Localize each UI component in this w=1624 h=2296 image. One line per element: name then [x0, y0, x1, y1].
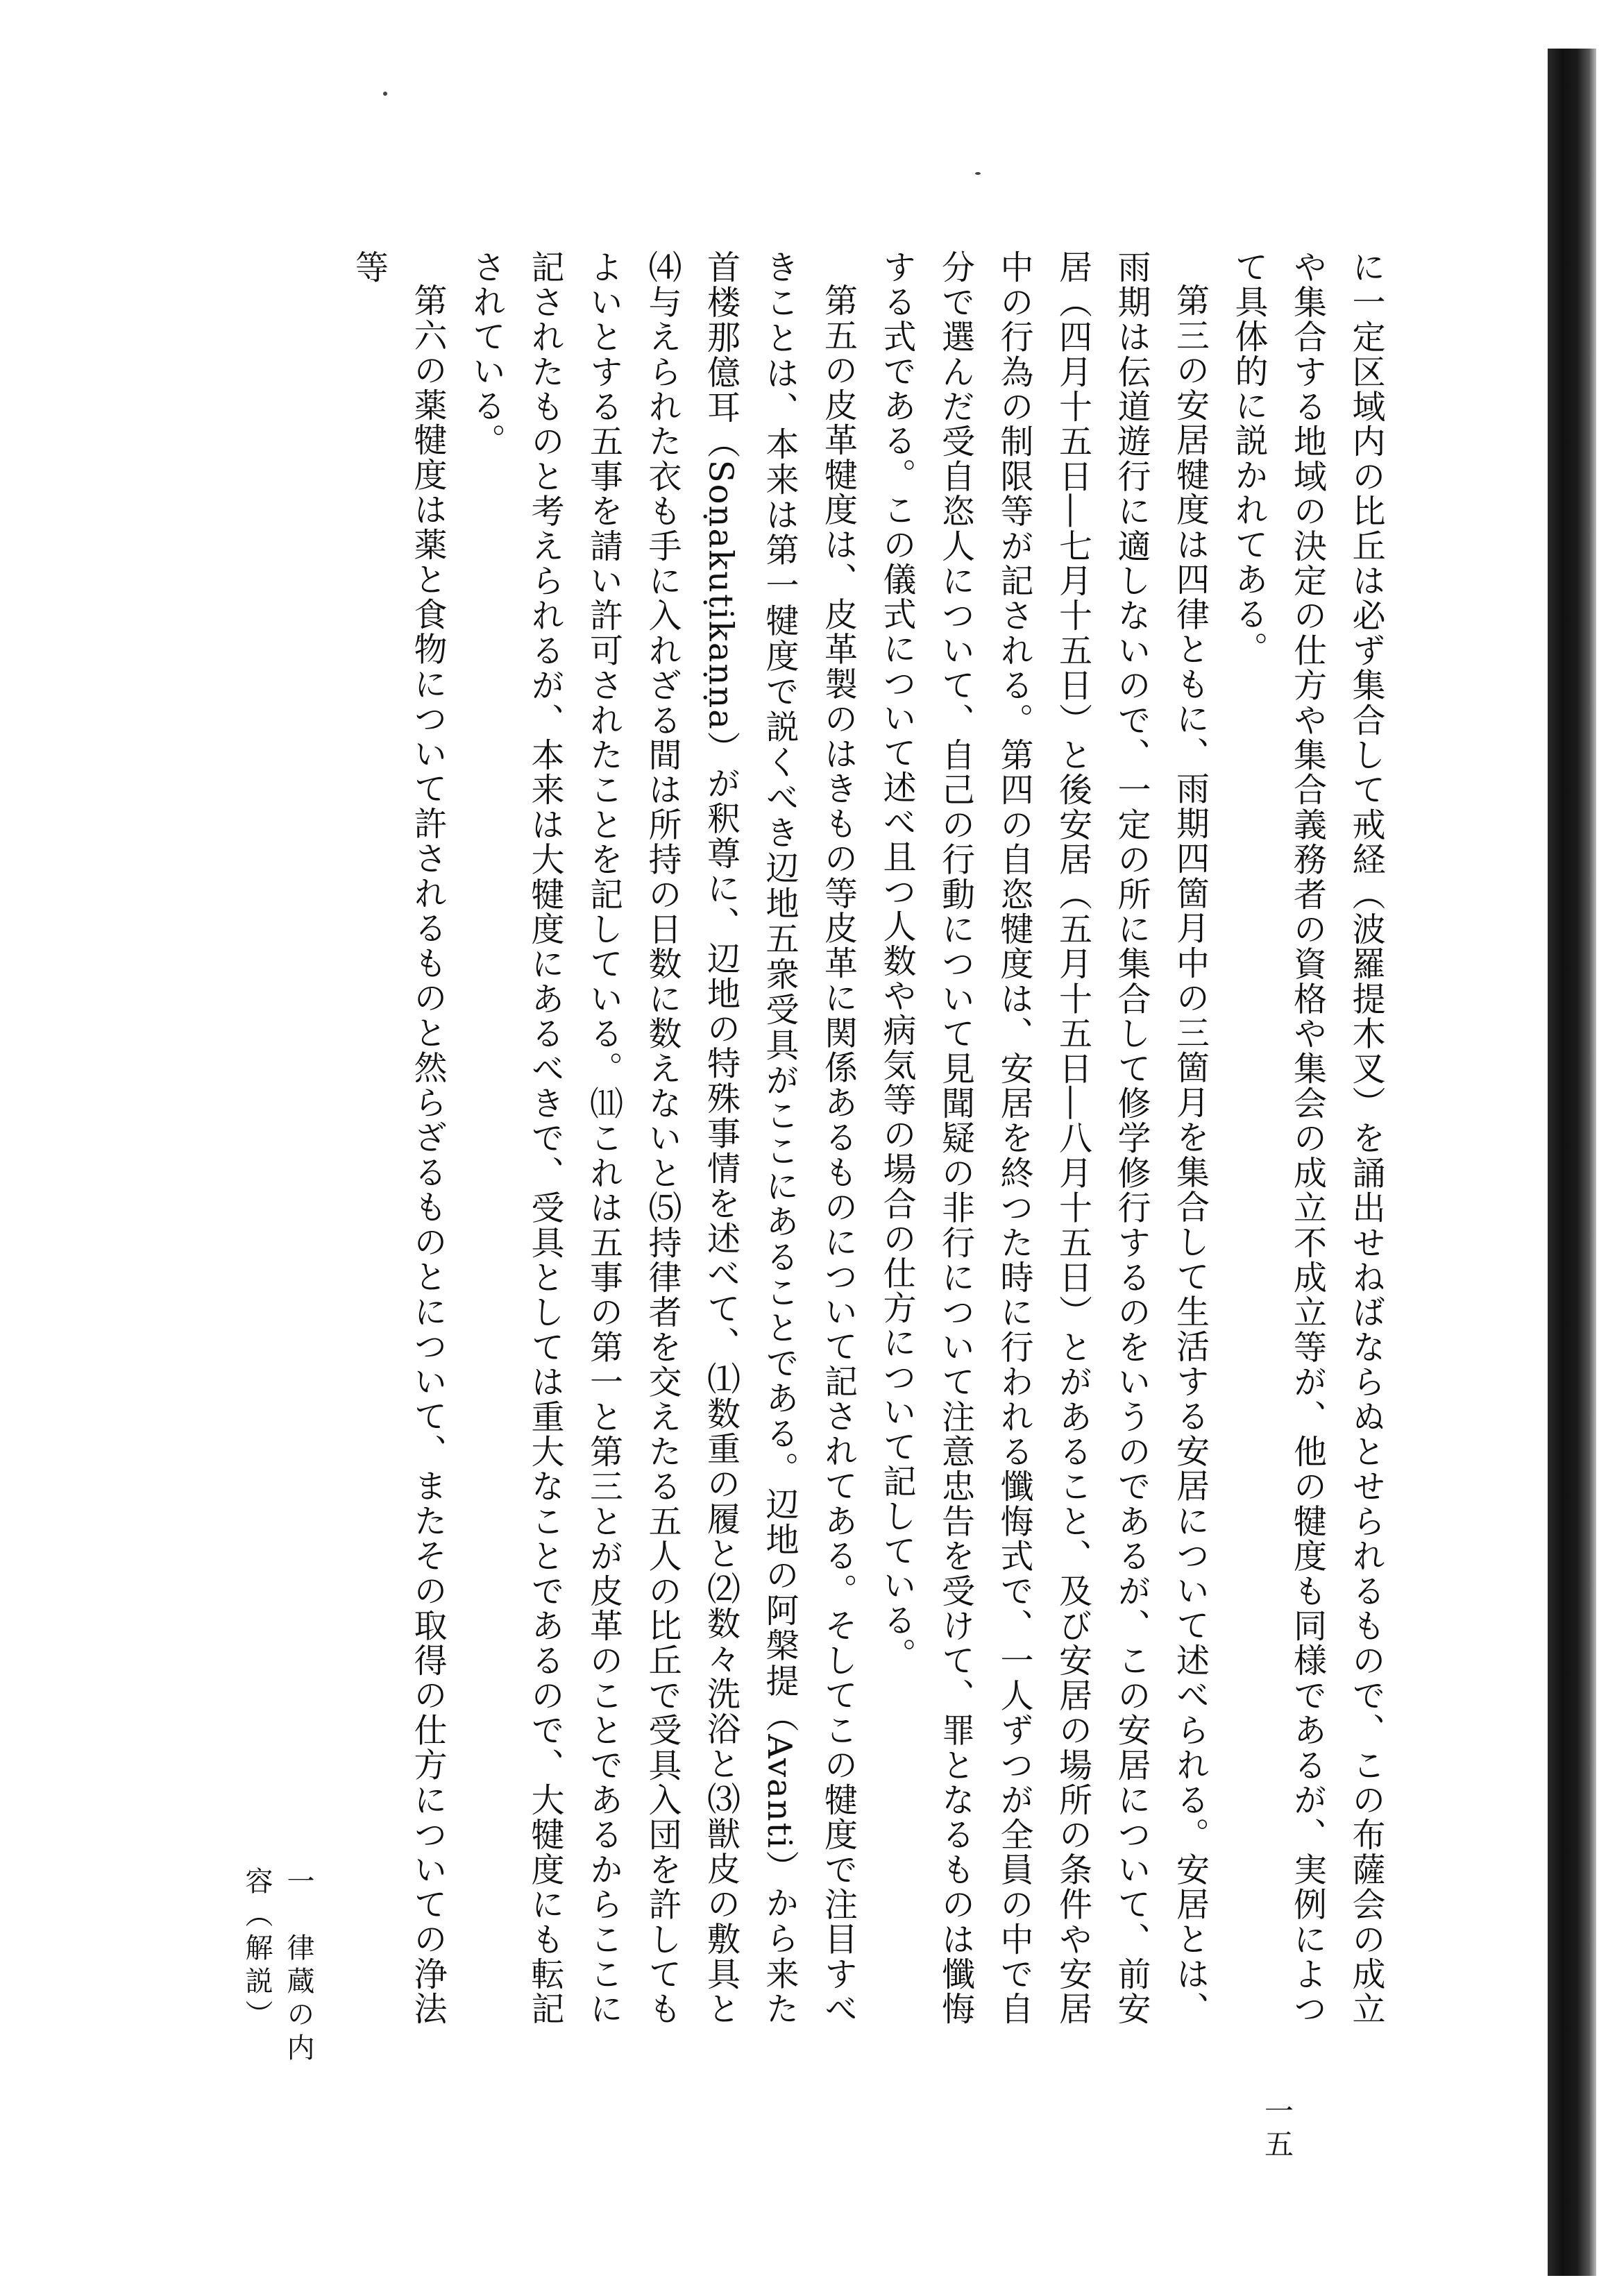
body-text [339, 250, 1395, 2026]
paragraph-3: 第五の皮革犍度は、皮革製のはきもの等皮革に関係あるものについて記されてある。そしてこの犍度で注目すべきことは、本来は第一犍度で説くべき辺地五衆受具がここにあることである。辺地の阿槃提（Avanti）から来た首楼那億耳（Soṇakuṭikaṇṇa）が釈尊に、辺地の特殊事情を述べて、⑴数重の履と⑵数々洗浴と⑶獣皮の敷具と⑷与えられた衣も手に入れざる間は所持の日数に数えないと⑸持律者を交えたる五人の比丘で受具入団を許してもよいとする五事を請い許可されたことを記している。⑾これは五事の第一と第三とが皮革のことであるからここに記されたものと考えられるが、本来は大犍度にあるべきで、受具としては重大なことであるので、大犍度にも転記されている。 [466, 250, 858, 2026]
paragraph-2: 第三の安居犍度は四律ともに、雨期四箇月中の三箇月を集合して生活する安居について述べられる。安居とは、雨期は伝道遊行に適しないので、一定の所に集合して修学修行するのをいうのであるが、この安居について、前安居（四月十五日―七月十五日）と後安居（五月十五日―八月十五日）とがあること、及び安居の場所の条件や安居中の行為の制限等が記される。第四の自恣犍度は、安居を終つた時に行われる懺悔式で、一人ずつが全員の中で自分で選んだ受自恣人について、自己の行動について見聞疑の非行について注意忠告を受けて、罪となるものは懺悔する式である。この儀式について述べ且つ人数や病気等の場合の仕方について記している。 [877, 250, 1210, 2026]
page-number: 一五 [1260, 2095, 1294, 2162]
paragraph-4: 第六の薬犍度は薬と食物について許されるものと然らざるものとについて、またその取得の仕方についての浄法等 [349, 250, 447, 2026]
running-head: 一 律蔵の内容（解説） [241, 1866, 314, 2066]
scan-speck [383, 92, 387, 96]
scan-binding-edge [1548, 49, 1596, 2276]
paragraph-1: に一定区域内の比丘は必ず集合して戒経（波羅提木叉）を誦出せねばならぬとせられるもので、この布薩会の成立や集合する地域の決定の仕方や集合義務者の資格や集会の成立不成立等が、他の犍度も同様であるが、実例によつて具体的に説かれてある。 [1229, 250, 1385, 2027]
scan-speck [975, 172, 981, 175]
